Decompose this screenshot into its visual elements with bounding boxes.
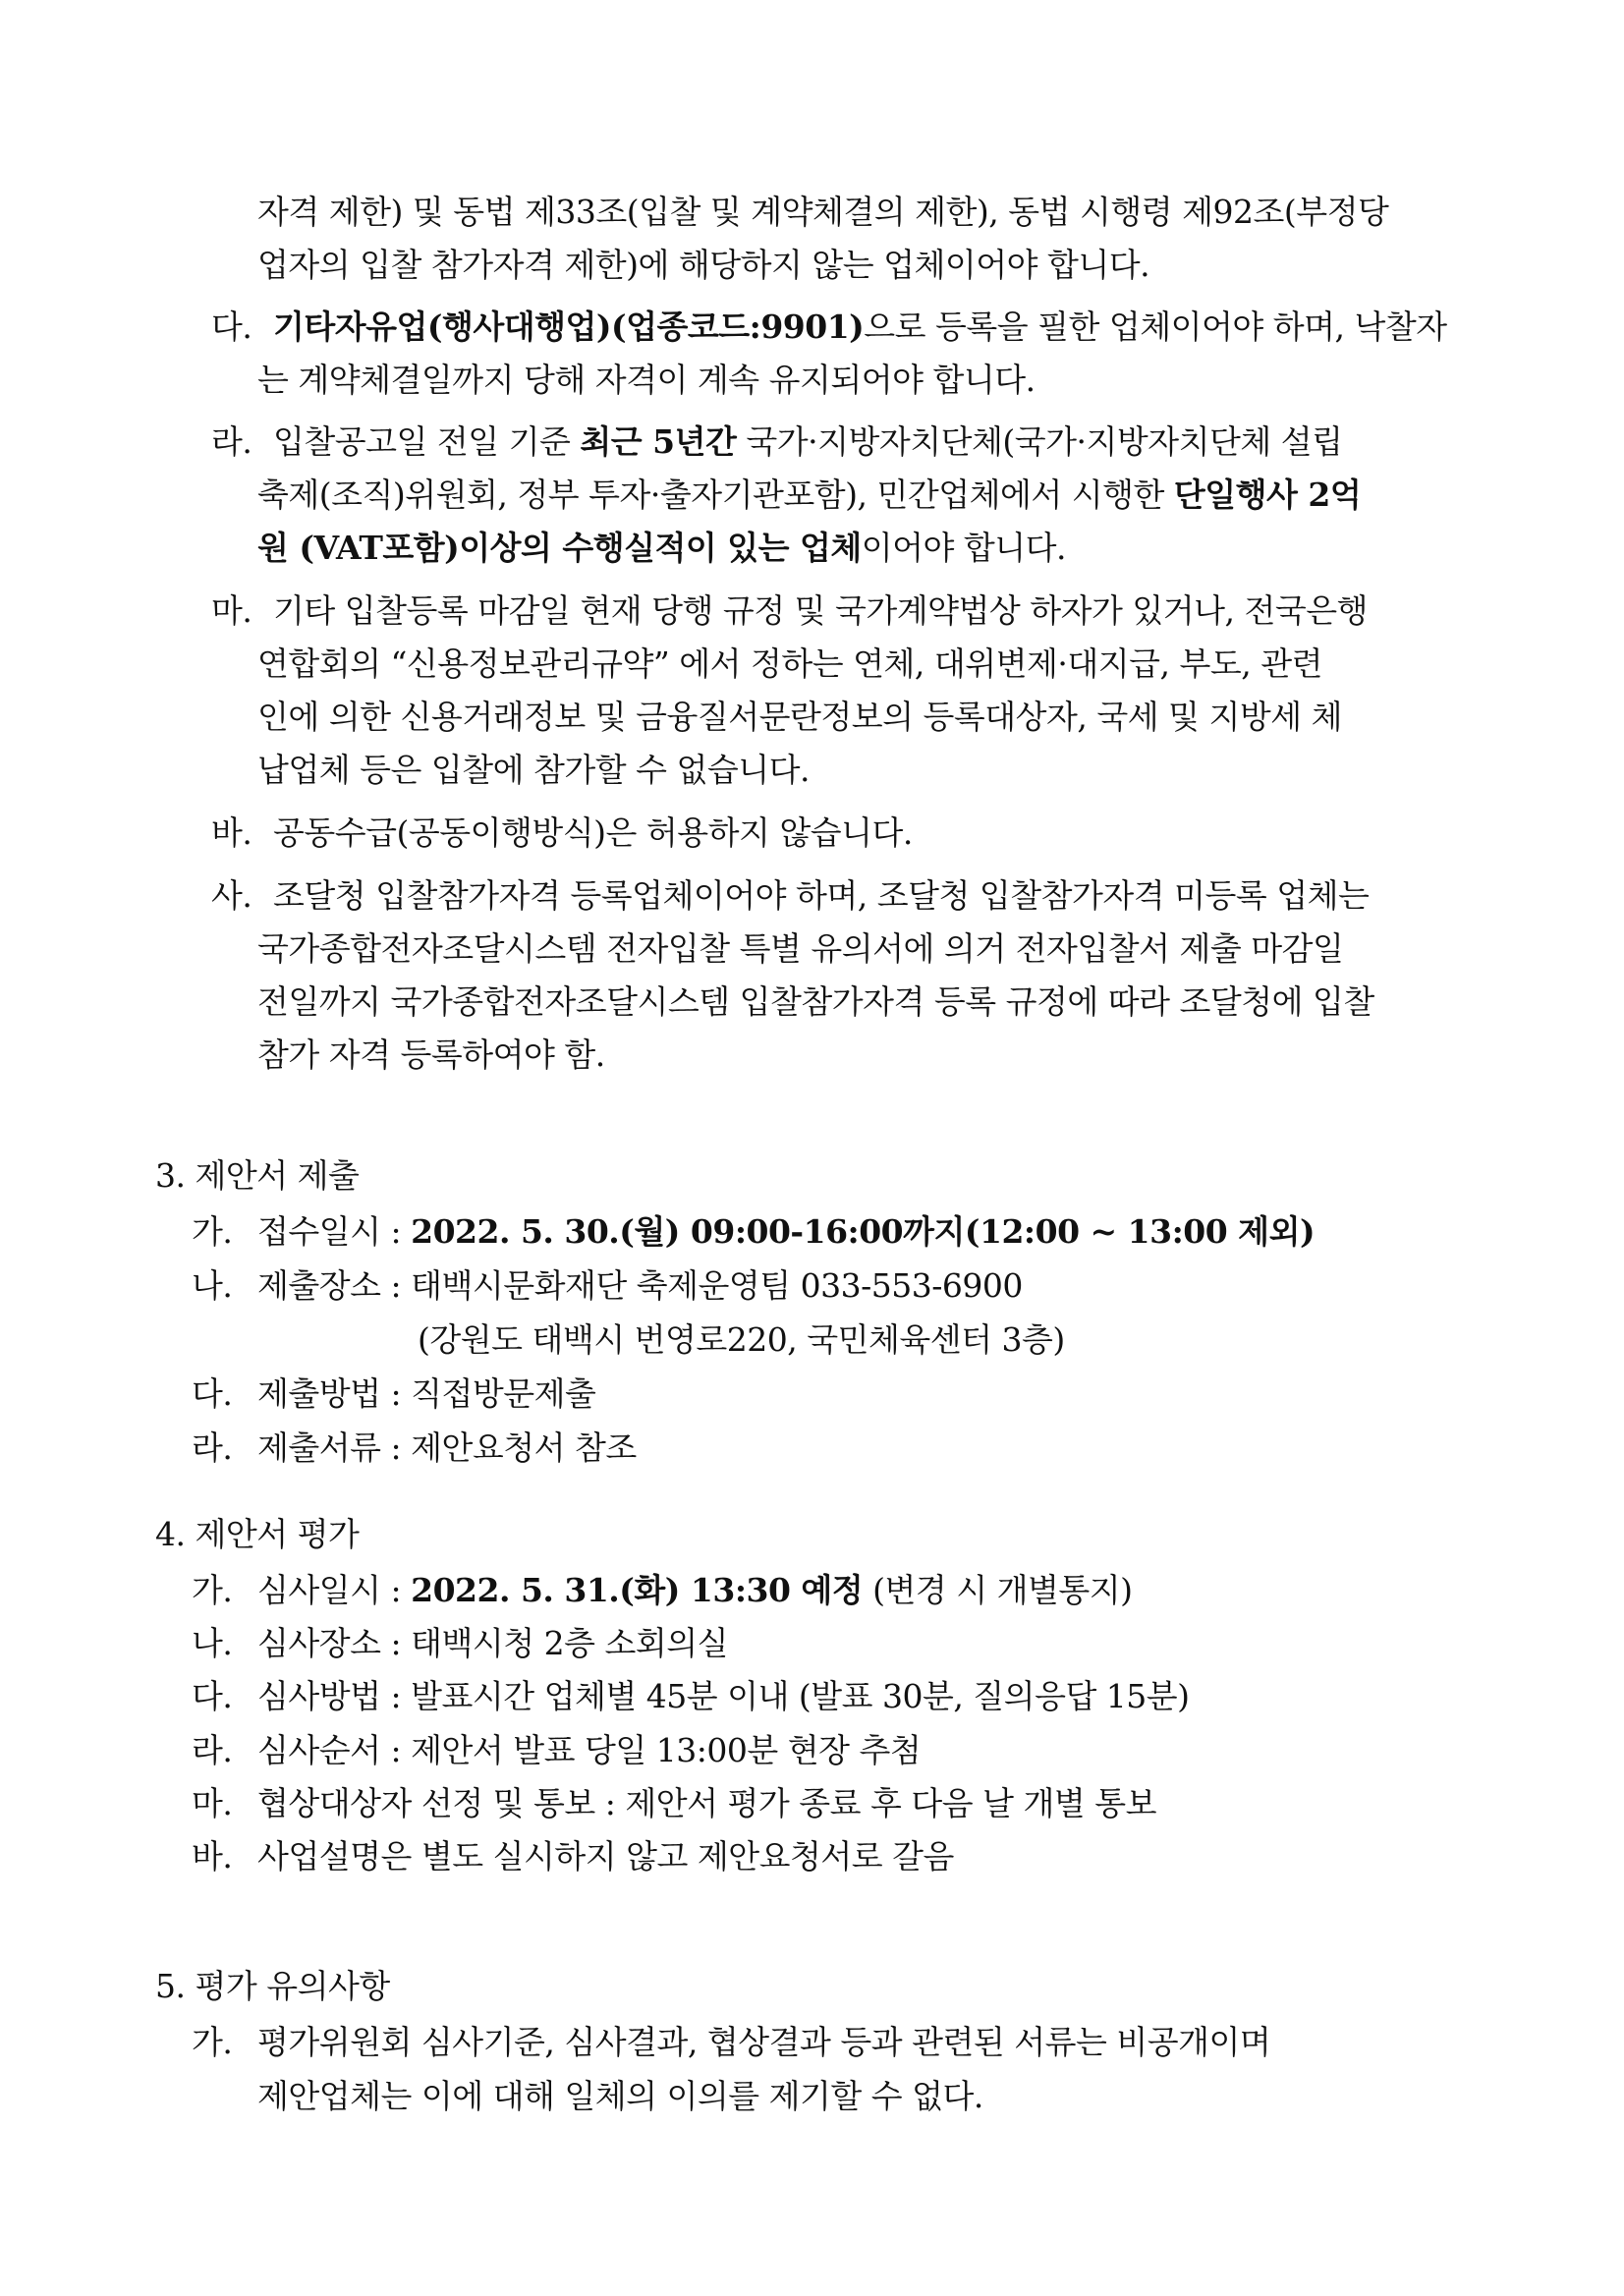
s4-ga-label: 심사일시 :: [257, 1571, 412, 1609]
section-3-heading: 3. 제안서 제출: [155, 1156, 360, 1195]
s4-ma-line: 협상대상자 선정 및 통보 : 제안서 평가 종료 후 다음 날 개별 통보: [257, 1784, 1156, 1822]
section-4-heading: 4. 제안서 평가: [155, 1515, 360, 1553]
s2-ra-bold-1: 최근 5년간: [580, 422, 737, 461]
s2-cont-line-1: 자격 제한) 및 동법 제33조(입찰 및 계약체결의 제한), 동법 시행령 제92조(부정당: [257, 193, 1389, 231]
s2-sa-marker: 사.: [211, 876, 252, 915]
s4-da-marker: 다.: [192, 1677, 233, 1715]
s4-ba-line: 사업설명은 별도 실시하지 않고 제안요청서로 갈음: [257, 1837, 954, 1876]
s2-sa-line-3: 전일까지 국가종합전자조달시스템 입찰참가자격 등록 규정에 따라 조달청에 입찰: [257, 982, 1374, 1021]
s3-na-line-2: (강원도 태백시 번영로220, 국민체육센터 3층): [418, 1320, 1065, 1359]
s2-ra-text-a: 입찰공고일 전일 기준: [273, 422, 581, 461]
s3-ra-marker: 라.: [192, 1428, 233, 1467]
s5-ga-marker: 가.: [192, 2023, 233, 2061]
s2-ra-line-1: [273, 420, 1342, 464]
s3-da-marker: 다.: [192, 1374, 233, 1413]
s3-ga-date: 2022. 5. 30.(월) 09:00-16:00까지(12:00 ~ 13:00 제외): [411, 1212, 1316, 1251]
s2-sa-line-2: 국가종합전자조달시스템 전자입찰 특별 유의서에 의거 전자입찰서 제출 마감일: [257, 929, 1344, 968]
s2-ra-line-3: [257, 527, 1066, 570]
s4-ga-line: [257, 1569, 1133, 1612]
s2-ma-marker: 마.: [211, 591, 252, 630]
s2-sa-line-4: 참가 자격 등록하여야 함.: [257, 1036, 605, 1074]
s4-ga-date: 2022. 5. 31.(화) 13:30 예정: [411, 1571, 864, 1609]
s3-ga-marker: 가.: [192, 1212, 233, 1251]
s3-na-marker: 나.: [192, 1266, 233, 1305]
s4-na-marker: 나.: [192, 1624, 233, 1662]
s4-na-line: 심사장소 : 태백시청 2층 소회의실: [257, 1624, 728, 1662]
s2-ba-marker: 바.: [211, 813, 252, 852]
s2-cont-line-2: 업자의 입찰 참가자격 제한)에 해당하지 않는 업체이어야 합니다.: [257, 246, 1150, 284]
s2-ma-line-1: 기타 입찰등록 마감일 현재 당행 규정 및 국가계약법상 하자가 있거나, 전국은행: [273, 591, 1368, 630]
s2-da-marker: 다.: [211, 308, 252, 346]
s2-da-rest: 으로 등록을 필한 업체이어야 하며, 낙찰자: [864, 308, 1447, 346]
s2-ra-text-c: 축제(조직)위원회, 정부 투자·출자기관포함), 민간업체에서 시행한: [257, 476, 1174, 514]
s3-ga-line: [257, 1210, 1315, 1254]
s4-ga-rest: (변경 시 개별통지): [863, 1571, 1133, 1609]
s2-da-line-1: [273, 306, 1447, 349]
s4-da-line: 심사방법 : 발표시간 업체별 45분 이내 (발표 30분, 질의응답 15분): [257, 1677, 1190, 1715]
s4-ga-marker: 가.: [192, 1571, 233, 1609]
s4-ma-marker: 마.: [192, 1784, 233, 1822]
s2-ra-text-d: 이어야 합니다.: [861, 529, 1067, 567]
s5-ga-line-1: 평가위원회 심사기준, 심사결과, 협상결과 등과 관련된 서류는 비공개이며: [257, 2023, 1271, 2061]
section-5-heading: 5. 평가 유의사항: [155, 1967, 390, 2005]
s2-ma-line-2: 연합회의 “신용정보관리규약” 에서 정하는 연체, 대위변제·대지급, 부도, 관련: [257, 644, 1322, 683]
s2-ra-bold-2: 단일행사 2억: [1173, 476, 1362, 514]
s4-ba-marker: 바.: [192, 1837, 233, 1876]
s2-ra-text-b: 국가·지방자치단체(국가·지방자치단체 설립: [736, 422, 1343, 461]
s2-ma-line-3: 인에 의한 신용거래정보 및 금융질서문란정보의 등록대상자, 국세 및 지방세 체: [257, 698, 1342, 736]
s2-ra-marker: 라.: [211, 422, 252, 461]
s3-da-line: 제출방법 : 직접방문제출: [257, 1374, 596, 1413]
s3-ra-line: 제출서류 : 제안요청서 참조: [257, 1428, 637, 1467]
s2-ma-line-4: 납업체 등은 입찰에 참가할 수 없습니다.: [257, 751, 810, 789]
s5-ga-line-2: 제안업체는 이에 대해 일체의 이의를 제기할 수 없다.: [257, 2077, 983, 2115]
s2-sa-line-1: 조달청 입찰참가자격 등록업체이어야 하며, 조달청 입찰참가자격 미등록 업체는: [273, 876, 1370, 915]
s3-ga-label: 접수일시 :: [257, 1212, 412, 1251]
s4-ra-line: 심사순서 : 제안서 발표 당일 13:00분 현장 추첨: [257, 1731, 922, 1769]
s3-na-line-1: 제출장소 : 태백시문화재단 축제운영팀 033-553-6900: [257, 1266, 1023, 1305]
s2-da-bold: 기타자유업(행사대행업)(업종코드:9901): [273, 308, 865, 346]
s2-ra-line-2: [257, 474, 1361, 517]
s2-ba-line-1: 공동수급(공동이행방식)은 허용하지 않습니다.: [273, 813, 913, 852]
s2-da-line-2: 는 계약체결일까지 당해 자격이 계속 유지되어야 합니다.: [257, 361, 1036, 399]
s2-ra-bold-3: 원 (VAT포함)이상의 수행실적이 있는 업체: [257, 529, 862, 567]
s4-ra-marker: 라.: [192, 1731, 233, 1769]
